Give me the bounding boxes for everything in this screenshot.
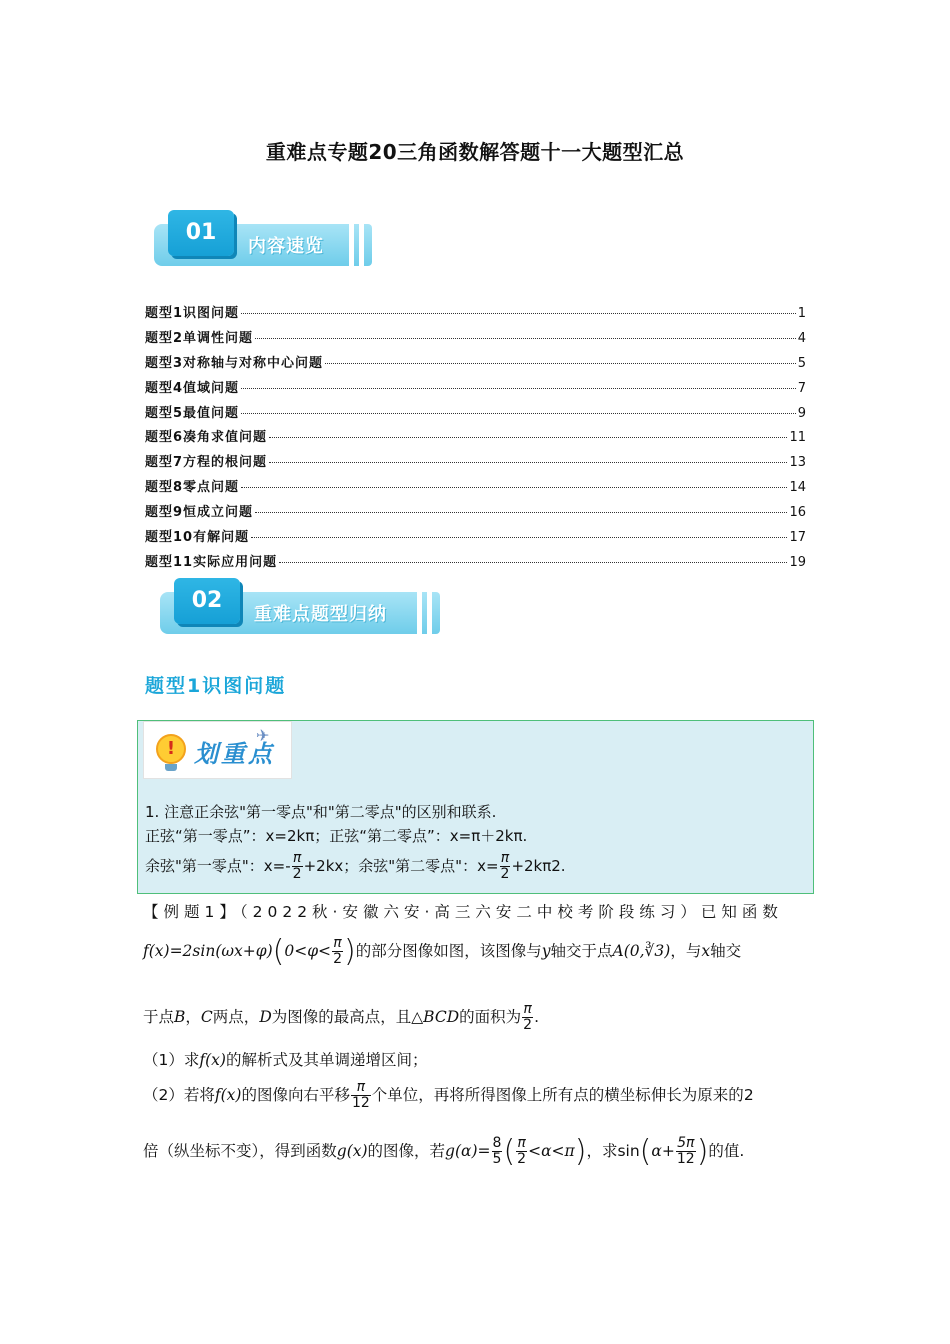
denominator: 2 [500,866,510,882]
paper-plane-icon: ✈ [256,726,270,745]
denominator: 12 [351,1095,370,1111]
table-of-contents [145,302,806,576]
toc-item[interactable] [145,377,806,402]
toc-title: 题型9恒成立问题 [145,505,254,521]
numerator: π [351,1080,371,1096]
toc-item[interactable] [145,426,806,451]
toc-leader [269,437,787,438]
toc-page: 5 [797,355,806,371]
math-expr: g(x) [336,1142,368,1160]
toc-title: 题型1识图问题 [145,306,240,321]
section-number: 01 [168,210,234,256]
text-span: 为图像的最高点，且△ [271,1008,424,1026]
type-heading: 题型1识图问题 [145,675,287,697]
toc-title: 题型11实际应用问题 [145,554,278,570]
question-2-cont [143,1134,744,1169]
keypoint-box [137,720,814,894]
toc-leader [255,512,787,513]
toc-leader [279,562,787,563]
math-expr: 0<φ< [284,942,332,960]
toc-item[interactable] [145,526,806,551]
toc-item[interactable] [145,302,806,327]
paren: ( [272,934,285,969]
banner-stripe [349,224,354,266]
toc-page: 14 [789,480,806,496]
text-span: ，求sin [586,1142,640,1160]
text-span: 的图像向右平移 [241,1086,350,1104]
keypoint-badge [143,721,292,779]
toc-title: 题型5最值问题 [145,405,240,421]
fraction [292,851,303,882]
toc-page: 16 [789,505,806,521]
text-span: +2kπ2. [511,857,566,875]
math-expr: α+ [651,1142,675,1160]
toc-leader [325,363,796,364]
math-expr: x [701,942,711,960]
keypoint-label: 划重点 [194,740,275,768]
math-expr: BCD [423,1008,460,1026]
paren: ( [503,1134,516,1169]
text-span: 轴交 [710,942,742,960]
numerator: 5π [677,1135,695,1151]
text-span: （2）若将 [143,1086,215,1104]
fraction [351,1080,371,1111]
toc-leader [241,413,796,414]
toc-item[interactable] [145,501,806,526]
question-2 [143,1080,754,1111]
text-span: 的解析式及其单调递增区间； [225,1051,428,1069]
toc-title: 题型10有解问题 [145,530,250,546]
fraction [332,936,343,967]
example-line [143,934,741,969]
text-span: 2 [743,1086,754,1104]
toc-title: 题型2单调性问题 [145,330,254,346]
paren: ) [696,1134,709,1169]
text-span: 轴交于点 [550,942,613,960]
math-expr: B [174,1008,186,1026]
section-banner-types [156,578,440,640]
text-span: 的面积为 [459,1008,522,1026]
toc-page: 13 [789,455,806,471]
numerator: π [292,850,302,866]
fraction [522,1002,533,1033]
toc-leader [241,487,787,488]
example-heading: 【例题1】（2022秋·安徽六安·高三六安二中校考阶段练习）已知函数 [143,903,783,921]
math-expr: f(x) [199,1051,226,1069]
banner-stripe [427,592,432,634]
paren: ) [574,1134,587,1169]
section-label: 内容速览 [248,236,324,257]
toc-item[interactable] [145,352,806,377]
toc-page: 9 [797,405,806,421]
section-label: 重难点题型归纳 [254,604,387,625]
toc-leader [241,388,796,389]
toc-title: 题型8零点问题 [145,480,240,496]
numerator: 8 [492,1135,502,1151]
text-span: 的图像，若 [367,1142,446,1160]
math-expr: <α<π [528,1142,575,1160]
math-expr: A(0,∛3) [612,942,671,960]
toc-item[interactable] [145,402,806,427]
example-line [143,1002,539,1033]
toc-item[interactable] [145,451,806,476]
text-span: 于点 [143,1008,175,1026]
math-expr: f(x)=2sin(ωx+φ) [143,942,273,960]
toc-title: 题型3对称轴与对称中心问题 [145,355,324,371]
toc-page: 1 [797,306,806,321]
keypoint-line: 正弦“第一零点”：x=2kπ；正弦“第二零点”：x=π＋2kπ. [145,827,528,845]
fraction [500,851,511,882]
toc-title: 题型4值域问题 [145,380,240,396]
math-expr: g(α)= [445,1142,491,1160]
numerator: π [523,1001,532,1017]
text-span: ，与 [670,942,702,960]
keypoint-line [145,851,566,882]
toc-leader [241,313,796,314]
toc-item[interactable] [145,551,806,576]
toc-title: 题型6凑角求值问题 [145,430,268,446]
fraction [676,1136,696,1167]
page-title: 重难点专题20三角函数解答题十一大题型汇总 [265,140,685,164]
toc-page: 19 [789,554,806,570]
toc-leader [269,462,787,463]
banner-stripe [359,224,364,266]
toc-item[interactable] [145,476,806,501]
denominator: 2 [333,951,342,967]
keypoint-line: 1. 注意正余弦"第一零点"和"第二零点"的区别和联系. [145,803,497,821]
text-span: （1）求 [143,1051,200,1069]
toc-page: 11 [789,430,806,446]
text-span: 的部分图像如图，该图像与 [355,942,542,960]
math-expr: y [541,942,551,960]
math-expr: D [259,1008,272,1026]
numerator: π [517,1135,526,1151]
lightbulb-base [165,764,177,771]
denominator: 2 [517,1151,527,1167]
text-span: 倍（纵坐标不变），得到函数 [143,1142,337,1160]
denominator: 2 [292,866,302,882]
lightbulb-icon: ! [156,734,186,764]
toc-page: 4 [797,330,806,346]
paren: ( [639,1134,652,1169]
text-span: 个单位，再将所得图像上所有点的横坐标伸长为原来的 [371,1086,744,1104]
section-banner-contents [150,210,372,272]
denominator: 12 [676,1151,695,1167]
period: . [534,1008,540,1026]
fraction [492,1136,503,1167]
math-expr: C [200,1008,213,1026]
text-span: ， [185,1008,201,1026]
toc-leader [255,338,796,339]
denominator: 2 [523,1017,533,1033]
math-expr: f(x) [214,1086,242,1104]
toc-page: 7 [797,380,806,396]
question-1 [143,1048,427,1070]
toc-leader [251,537,787,538]
numerator: π [333,935,342,951]
text-span: 两点， [212,1008,260,1026]
toc-item[interactable] [145,327,806,352]
banner-stripe [417,592,422,634]
toc-page: 17 [789,530,806,546]
numerator: π [500,850,510,866]
text-span: 余弦"第一零点"：x=- [145,857,291,875]
toc-title: 题型7方程的根问题 [145,455,268,471]
denominator: 5 [492,1151,502,1167]
text-span: +2kx；余弦"第二零点"：x= [303,857,499,875]
section-number: 02 [174,578,240,624]
fraction [516,1136,527,1167]
text-span: 的值. [708,1142,745,1160]
paren: ) [343,934,356,969]
